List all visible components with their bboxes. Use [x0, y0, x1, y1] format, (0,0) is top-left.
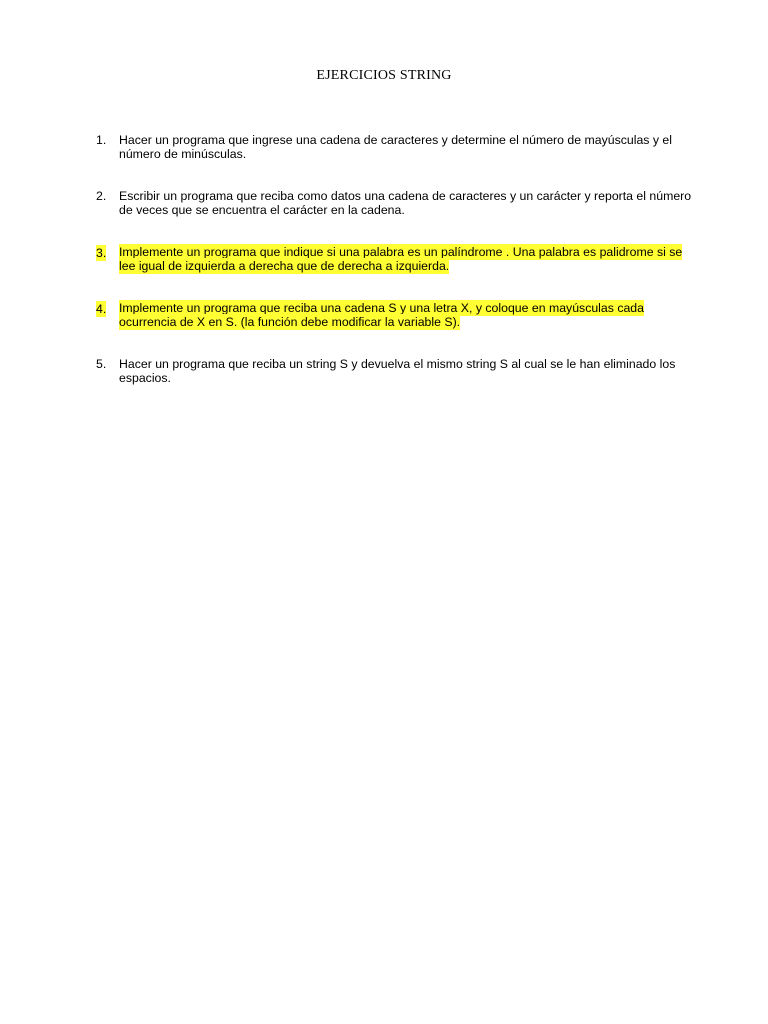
document-title: EJERCICIOS STRING [316, 68, 452, 83]
item-number-highlighted: 3. [96, 246, 107, 260]
list-item-3 [96, 245, 702, 273]
item-text [119, 189, 702, 217]
list-item-4 [96, 301, 702, 329]
item-number: 5. [96, 357, 107, 371]
item-text [119, 133, 702, 161]
list-item-1 [96, 133, 702, 161]
item-text-highlighted: Implemente un programa que reciba una cadena S y una letra X, y coloque en mayúsculas cada ocurrencia de X en S. (la función debe modificar la variable S). [119, 301, 644, 329]
item-text-content: Escribir un programa que reciba como datos una cadena de caracteres y un carácter y reporta el número de veces que se encuentra el carácter en la cadena. [119, 189, 692, 217]
item-text-highlighted: Implemente un programa que indique si una palabra es un palíndrome . Una palabra es palidrome si se lee igual de izquierda a derecha que de derecha a izquierda. [119, 245, 683, 273]
item-text [119, 245, 702, 273]
item-number: 1. [96, 133, 107, 147]
item-text [119, 357, 702, 385]
list-item-2 [96, 189, 702, 217]
exercise-list [96, 133, 702, 413]
item-text-content: Hacer un programa que reciba un string S y devuelva el mismo string S al cual se le han eliminado los espacios. [119, 357, 676, 385]
item-number: 2. [96, 189, 107, 203]
list-item-5 [96, 357, 702, 385]
item-number-highlighted: 4. [96, 302, 107, 316]
item-text-content: Hacer un programa que ingrese una cadena de caracteres y determine el número de mayúsculas y el número de minúsculas. [119, 133, 672, 161]
item-text [119, 301, 702, 329]
